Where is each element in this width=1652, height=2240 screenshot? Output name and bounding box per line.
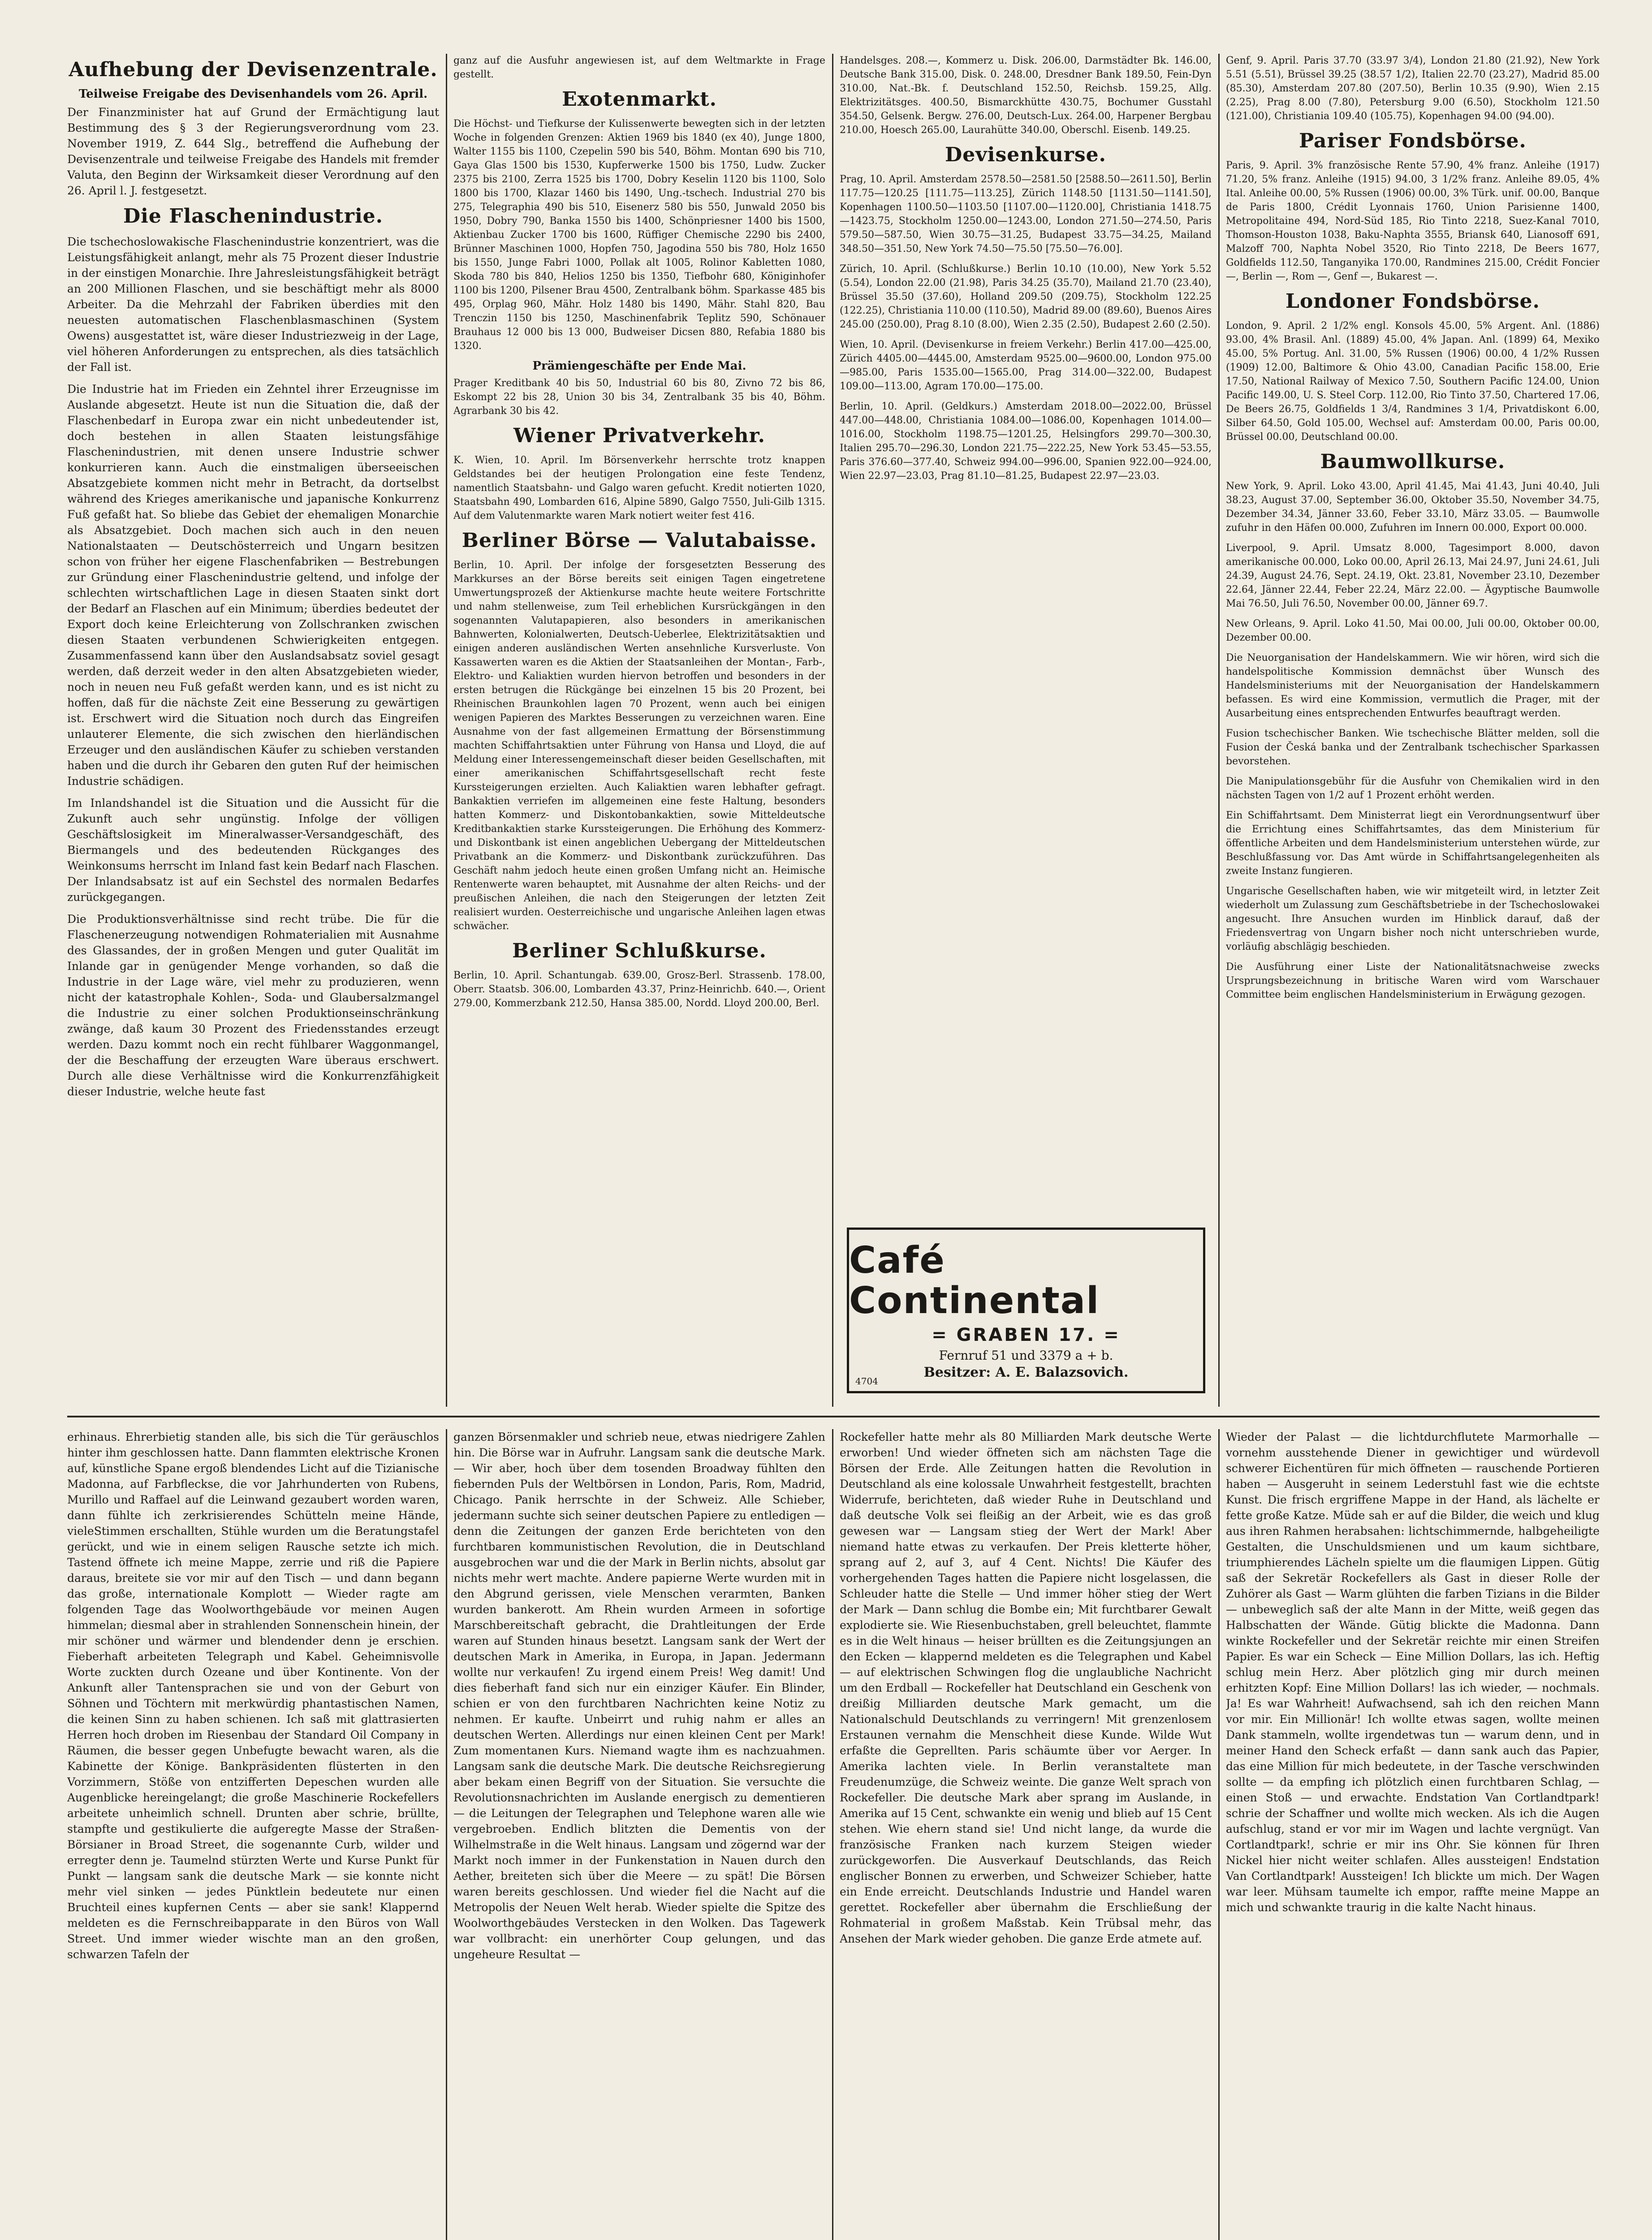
ad-cafe-code: 4704 — [855, 1376, 878, 1387]
feuilleton-text-2: ganzen Börsenmakler und schrieb neue, etwas niedrigere Zahlen hin. Die Börse war in Aufruhr. Langsam sank die deutsche Mark. — Wir aber, hoch über dem tosenden Broadway fühlten den fiebernden Puls der Weltbörsen in London, Paris, Rom, Madrid, Chicago. Panik herrschte in der Schweiz. Alle Schieber, jedermann suchte sich seiner deutschen Papiere zu entledigen — denn die Zeitungen der ganzen Erde berichteten von den furchtbaren kommunistischen Revolution, die in Deutschland ausgebrochen war und die der Mark in Berlin nichts, absolut gar nichts mehr wert machte. Andere papierne Werte wurden mit in den Abgrund gerissen, viele Menschen verarmten, Banken wurden bankerott. Am Rhein wurden Armeen in sofortige Marschbereitschaft gebracht, die Drahtleitungen der Erde waren auf Stunden hinaus besetzt. Langsam sank der Wert der deutschen Mark in Amerika, in Europa, in Japan. Jedermann wollte nur verkaufen! Zu irgend einem Preis! Weg damit! Und dies fieberhaft fand sich nur ein einziger Käufer. Ein Blinder, schien er von den furchtbaren Nachrichten keine Notiz zu nehmen. Er kaufte. Unbeirrt und ruhig nahm er alles an deutschen Werten. Allerdings nur einen kleinen Cent per Mark! Zum momentanen Kurs. Niemand wagte ihm es nachzuahmen. Langsam sank die deutsche Mark. Die deutsche Reichsregierung aber bekam einen Begriff von der Situation. Sie versuchte die Revolutionsnachrichten im Auslande energisch zu dementieren — die Leitungen der Telegraphen und Telephone waren alle wie vergebroeben. Endlich blitzten die Dementis von der Wilhelmstraße in die Welt hinaus. Langsam und zögernd war der Markt noch immer in der Funkenstation in Nauen durch den Aether, breiteten sich über die Meere — zu spät! Die Börsen waren bereits geschlossen. Und wieder fiel die Nacht auf die Metropolis der Neuen Welt herab. Wieder spielte die Spitze des Woolworthgebäudes Verstecken in den Wolken. Das Tagewerk war vollbracht: ein unerhörter Coup gelungen, und das ungeheure Resultat — — [453, 1430, 825, 1961]
article-ausfuhr: Die Ausführung einer Liste der Nationalitätsnachweise zwecks Ursprungsbezeichnung in britische Waren wird vom Warschauer Committee beim englischen Handelsministerium in Erwägung gezogen. — [1226, 961, 1600, 1000]
article-baumwolle-liverpool: Liverpool, 9. April. Umsatz 8.000, Tagesimport 8.000, davon amerikanische 00.000, Loko 00.00, April 26.13, Mai 24.97, Juni 24.61, Juli 24.39, August 24.76, Sept. 24.19, Okt. 23.81, November 23.10, Dezember 22.64, Jänner 22.44, Feber 22.24, März 22.00. — Ägyptische Baumwolle Mai 76.50, Juli 76.50, November 00.00, Jänner 69.7. — [1226, 543, 1600, 609]
headline-berliner-schlusskurse: Berliner Schlußkurse. — [512, 939, 767, 962]
column-rule — [446, 1429, 447, 2240]
article-schiffahrtsamt: Ein Schiffahrtsamt. Dem Ministerrat liegt ein Verordnungsentwurf über die Errichtung eines Schiffahrtsamtes, das dem Ministerium für öffentliche Arbeiten und dem Handelsministerium unterstehen würde, zur Beschlußfassung vor. Das Amt würde in Schiffahrtsangelegenheiten als zweite Instanz fungieren. — [1226, 810, 1600, 877]
upper-column-2 — [453, 54, 825, 1398]
article-wiener-privatverkehr: K. Wien, 10. April. Im Börsenverkehr herrschte trotz knappen Geldstandes bei der heutigen Prolongation eine feste Tendenz, namentlich Staatsbahn- und Galgo waren gefucht. Kredit notierten 1020, Staatsbahn 490, Lombarden 616, Alpine 5890, Galgo 7550, Juli-Gilb 1315. Auf dem Valutenmarkte waren Mark notiert weiter fest 416. — [453, 455, 825, 521]
ad-cafe-owner: Besitzer: A. E. Balazsovich. — [923, 1365, 1129, 1380]
feuilleton-text-3: Rockefeller hatte mehr als 80 Milliarden Mark deutsche Werte erworben! Und wieder öffneten sich am nächsten Tage die Börsen der Erde. Alle Zeitungen hatten die Revolution in Deutschland als eine kolossale Unwahrheit festgestellt, brachten Widerrufe, berichteten, daß wieder Ruhe in Deutschland und daß deutsche Volk sei fleißig an der Arbeit, wie es das groß gewesen war — Langsam stieg der Wert der Mark! Aber niemand hatte etwas zu verkaufen. Der Preis kletterte höher, sprang auf 2, auf 3, auf 4 Cent. Nichts! Die Käufer des vorhergehenden Tages hatten die Papiere nicht losgelassen, die Schleuder hatte die Stelle — Und immer höher stieg der Wert der Mark — Dann schlug die Bombe ein; Mit furchtbarer Gewalt explodierte sie. Wie Riesenbuchstaben, grell beleuchtet, flammte es in die Welt hinaus — heiser brüllten es die Zeitungsjungen an den Ecken — klappernd meldeten es die Telegraphen und Kabel — auf elektrischen Schwingen flog die unglaubliche Nachricht um den Erdball — Rockefeller hat Deutschland ein Geschenk von dreißig Milliarden deutsche Mark gemacht, um die Nationalschuld Deutschlands zu verringern! Mit grenzenlosem Erstaunen vernahm die Menschheit diese Kunde. Wilde Wut erfaßte die Geprellten. Paris schäumte über vor Aerger. In Amerika lachten viele. In Berlin veranstaltete man Freudenumzüge, die Schweiz weinte. Die ganze Welt sprach von Rockefeller. Die deutsche Mark aber sprang im Auslande, in Amerika auf 15 Cent, schwankte ein wenig und blieb auf 15 Cent stehen. Wie ehern stand sie! Und nicht lange, da wurde die französische Franken nach kurzem Steigen wieder zurückgeworfen. Die Ausverkauf Deutschlands, das Reich englischer Bonnen zu erwerben, und Schweizer Schieber, hatte ein Ende erreicht. Deutschlands Industrie und Handel waren gerettet. Rockefeller aber übernahm die Erschließung der Rohmaterial in großem Maßstab. Kein Trübsal mehr, das Ansehen der Mark wieder gehoben. Die ganze Erde atmete auf. — [840, 1430, 1212, 1945]
headline-berliner-boerse: Berliner Börse — Valutabaisse. — [462, 529, 817, 552]
headline-pariser-fondsboerse: Pariser Fondsbörse. — [1299, 129, 1527, 152]
article-devisen-prag: Prag, 10. April. Amsterdam 2578.50—2581.50 [2588.50—2611.50], Berlin 117.75—120.25 [111.75—113.25], Zürich 1148.50 [1131.50—1141.50], Kopenhagen 1100.50—1103.50 [1107.00—1120.00], Christiania 1418.75—1423.75, Stockholm 1250.00—1243.00, London 271.50—274.50, Paris 579.50—587.50, Wien 30.75—31.25, Budapest 33.75—34.25, Mailand 348.50—351.50, New York 74.50—75.50 [75.50—76.00]. — [840, 174, 1212, 254]
article-devisen-wien: Wien, 10. April. (Devisenkurse in freiem Verkehr.) Berlin 417.00—425.00, Zürich 4405.00—4445.00, Amsterdam 9525.00—9600.00, London 975.00—985.00, Paris 1535.00—1565.00, Prag 314.00—322.00, Budapest 109.00—113.00, Agram 170.00—175.00. — [840, 339, 1212, 392]
article-berliner-schlusskurse: Berlin, 10. April. Schantungab. 639.00, Grosz-Berl. Strassenb. 178.00, Oberr. Staatsb. 306.00, Lombarden 43.37, Prinz-Heinrichb. 640.—, Orient 279.00, Kommerzbank 212.50, Hansa 385.00, Nordd. Lloyd 200.00, Berl. — [453, 970, 825, 1009]
headline-wiener-privatverkehr: Wiener Privatverkehr. — [513, 424, 765, 447]
column-rule — [446, 54, 447, 1407]
feuilleton-column-2 — [453, 1429, 825, 2240]
article-berliner-boerse: Berlin, 10. April. Der infolge der forsgesetzten Besserung des Markkurses an der Börse bereits seit einigen Tagen eingetretene Umwertungsprozeß der Aktienkurse machte heute weitere Fortschritte und nahm stellenweise, zum Teil erheblichen Kursrückgängen in den sogenannten Valutapapieren, also besonders in amerikanischen Bahnwerten, Kolonialwerten, Deutsch-Ueberlee, Elektrizitätsaktien und einigen anderen ausländischen Werten ansehnliche Kursverluste. Von Kassawerten waren es die Aktien der Staatsanleihen der Montan-, Farb-, Elektro- und Kaliaktien wurden hiervon betroffen und besonders in der ersten betrugen die Rückgänge bei einzelnen 15 bis 20 Prozent, bei Rheinischen Braunkohlen lagen 70 Prozent, wenn auch bei einigen wenigen Papieren des Marktes Besserungen zu verzeichnen waren. Eine Ausnahme von der fast allgemeinen Ermattung der Börsenstimmung machten Schiffahrtsaktien unter Führung von Hansa und Lloyd, die auf Meldung einer Interessengemeinschaft dieser beiden Gesellschaften, mit einer amerikanischen Schiffahrtsgesellschaft recht feste Kurssteigerungen erzielten. Auch Kaliaktien waren lebhafter gefragt. Bankaktien verriefen im allgemeinen eine feste Haltung, besonders hatten Kommerz- und Diskontobankaktien, sowie Mitteldeutsche Kreditbankaktien starke Kurssteigerungen. Die Erhöhung des Kommerz- und Diskontbank ist einen angeblichen Uebergang der Mitteldeutschen Privatbank an die Kommerz- und Diskontbank zurückzuführen. Das Geschäft nahm jedoch heute einen großen Umfang nicht an. Heimische Rentenwerte waren behauptet, mit Ausnahme der alten Reichs- und der preußischen Anleihen, die nach den Steigerungen der letzten Zeit realisiert wurden. Oesterreichische und ungarische Anleihen lagen etwas schwächer. — [453, 560, 825, 932]
article-handelskammern: Die Neuorganisation der Handelskammern. Wie wir hören, wird sich die handelspolitische Kommission demnächst über Wunsch des Handelsministeriums mit der Neuorganisation der Handelskammern befassen. Es wird eine Kommission, vermutlich die Prager, mit der Ausarbeitung eines entsprechenden Entwurfes beauftragt werden. — [1226, 652, 1600, 719]
article-pariser-fondsboerse: Paris, 9. April. 3% französische Rente 57.90, 4% franz. Anleihe (1917) 71.20, 5% franz. Anleihe (1915) 94.00, 3 1/2% franz. Anleihe 89.05, 4% Ital. Anleihe 00.00, 5% Russen (1906) 00.00, 3% Türk. unif. 00.00, Banque de Paris 1800, Crédit Lyonnais 1760, Union Parisienne 1400, Metropolitaine 494, Nord-Süd 185, Rio Tinto 2218, Suez-Kanal 7010, Thomson-Houston 1038, Baku-Naphta 3555, Briansk 640, Lianosoff 691, Malzoff 700, Naphta Nobel 3520, Rio Tinto 2218, De Beers 1677, Goldfields 112.50, Tanganyika 170.00, Randmines 215.00, Crédit Foncier —, Berlin —, Rom —, Genf —, Bukarest —. — [1226, 160, 1600, 282]
ad-cafe-phone: Fernruf 51 und 3379 a + b. — [939, 1348, 1113, 1363]
column-rule — [1218, 54, 1220, 1407]
column-rule — [832, 54, 833, 1407]
ad-cafe-name: Café Continental — [849, 1239, 1100, 1322]
article-bankenfusion: Fusion tschechischer Banken. Wie tschechische Blätter melden, soll die Fusion der Česká banka und der Zentralbank tschechischer Sparkassen bevorstehen. — [1226, 728, 1600, 767]
headline-londoner-fondsboerse: Londoner Fondsbörse. — [1285, 290, 1540, 313]
article-baumwolle-newyork: New York, 9. April. Loko 43.00, April 41.45, Mai 41.43, Juni 40.40, Juli 38.23, August 37.00, September 36.00, Oktober 35.50, November 34.75, Dezember 34.34, Jänner 33.60, Feber 33.10, März 33.05. — Baumwolle zufuhr in den Häfen 00.000, Zufuhren im Innern 00.000, Export 00.000. — [1226, 481, 1600, 534]
newspaper-page — [67, 54, 1600, 2240]
upper-column-1 — [67, 54, 439, 1398]
ad-cafe-address: = GRABEN 17. = — [932, 1325, 1121, 1345]
article-devisenzentrale: Der Finanzminister hat auf Grund der Ermächtigung laut Bestimmung des § 3 der Regierungsverordnung vom 23. November 1919, Z. 644 Slg., betreffend die Aufhebung der Devisenzentrale und teilweise Freigabe des Handels mit fremder Valuta, den Beginn der Wirksamkeit dieser Verordnung auf den 26. April l. J. festgesetzt. — [67, 106, 439, 197]
headline-exotenmarkt: Exotenmarkt. — [562, 88, 717, 111]
subheadline-devisenzentrale: Teilweise Freigabe des Devisenhandels vom 26. April. — [78, 87, 428, 101]
article-devisen-zuerich: Zürich, 10. April. (Schlußkurse.) Berlin 10.10 (10.00), New York 5.52 (5.54), London 22.00 (21.98), Paris 34.25 (35.70), Mailand 21.70 (23.40), Brüssel 35.50 (37.60), Holland 209.50 (209.75), Stockholm 122.25 (122.25), Christiania 110.00 (110.50), Madrid 89.00 (89.60), Buenos Aires 245.00 (250.00), Prag 8.10 (8.00), Wien 2.35 (2.50), Budapest 2.60 (2.50). — [840, 263, 1212, 330]
article-flaschen-4: Die Produktionsverhältnisse sind recht trübe. Die für die Flaschenerzeugung notwendigen Rohmaterialien mit Ausnahme des Glassandes, der in großen Mengen und guter Qualität im Inlande gar in genügender Menge vorhanden, so daß die Industrie in der Lage wäre, viel mehr zu produzieren, wenn nicht der katastrophale Kohlen-, Soda- und Glaubersalzmangel die Industrie zu einer solchen Produktionseinschränkung zwänge, daß kaum 30 Prozent des Friedensstandes erzeugt werden. Dazu kommt noch ein recht fühlbarer Waggonmangel, der die Beschaffung der erzeugten Ware überaus erschwert. Durch alle diese Verhältnisse wird die Konkurrenzfähigkeit dieser Industrie, welche heute fast — [67, 913, 439, 1098]
upper-column-3 — [840, 54, 1212, 1210]
headline-flaschenindustrie: Die Flaschenindustrie. — [123, 205, 383, 228]
feuilleton-column-1 — [67, 1429, 439, 2240]
headline-devisenzentrale: Aufhebung der Devisenzentrale. — [69, 58, 438, 81]
article-flaschen-end: ganz auf die Ausfuhr angewiesen ist, auf dem Weltmarkte in Frage gestellt. — [453, 55, 825, 80]
article-flaschen-1: Die tschechoslowakische Flaschenindustrie konzentriert, was die Leistungsfähigkeit anlangt, mehr als 75 Prozent dieser Industrie in der einstigen Monarchie. Ihre Jahresleistungsfähigkeit beträgt an 200 Millionen Flaschen, und sie beschäftigt mehr als 8000 Arbeiter. Da die Mehrzahl der Fabriken überdies mit den neuesten automatischen Flaschenblasmaschinen (System Owens) ausgestattet ist, wäre dieser Industriezweig in der Lage, viel höheren Anforderungen zu entsprechen, als dies tatsächlich der Fall ist. — [67, 235, 439, 374]
feuilleton-column-4 — [1226, 1429, 1600, 2240]
column-rule — [832, 1429, 833, 2240]
article-genf: Genf, 9. April. Paris 37.70 (33.97 3/4), London 21.80 (21.92), New York 5.51 (5.51), Brüssel 39.25 (38.57 1/2), Italien 22.70 (23.27), Madrid 85.00 (85.30), Amsterdam 207.80 (207.50), Berlin 10.35 (9.90), Wien 2.15 (2.25), Prag 8.00 (7.80), Petersburg 9.00 (6.50), Stockholm 121.50 (121.00), Christiania 109.40 (105.75), Kopenhagen 94.00 (94.00). — [1226, 55, 1600, 122]
headline-praemien: Prämiengeschäfte per Ende Mai. — [532, 359, 746, 373]
article-devisen-berlin: Berlin, 10. April. (Geldkurs.) Amsterdam 2018.00—2022.00, Brüssel 447.00—448.00, Christiania 1084.00—1086.00, Kopenhagen 1014.00—1016.00, Stockholm 1198.75—1201.25, Helsingfors 299.70—300.30, Italien 295.70—296.30, London 221.75—222.25, New York 53.45—53.55, Paris 376.60—377.40, Schweiz 994.00—996.00, Spanien 922.00—924.00, Wien 22.97—23.03, Prag 81.10—81.25, Budapest 22.97—23.03. — [840, 401, 1212, 482]
headline-devisenkurse: Devisenkurse. — [945, 143, 1106, 166]
feuilleton-text-1: erhinaus. Ehrerbietig standen alle, bis sich die Tür geräuschlos hinter ihm geschlossen hatte. Dann flammten elektrische Kronen auf, künstliche Spane ergoß blendendes Licht auf die Tizianische Madonna, auf Farbfleckse, die vor Jahrhunderten von Rubens, Murillo und Raffael auf die Leinwand gezaubert worden waren, dann fühlte ich zerkrisierendes Schütteln meine Hände, vieleStimmen erschallten, Stühle wurden um die Beratungstafel gerückt, und wie in einem seligen Rausche setzte ich mich. Tastend öffnete ich meine Mappe, zerrie und riß die Papiere daraus, breitete sie vor mir auf den Tisch — und dann begann das große, internationale Komplott — Wieder ragte am folgenden Tage das Woolworthgebäude vor meinen Augen himmelan; diesmal aber in strahlenden Sonnenschein hinein, der mir schöner und wärmer und blendender denn je erschien. Fieberhaft arbeiteten Telegraph und Kabel. Geheimnisvolle Worte zuckten durch Ozeane und über Kontinente. Von der Ankunft aller Tantensprachen sie und von der Geburt von Söhnen und Töchtern mit merkwürdig phantastischen Namen, die keinen Sinn zu haben schienen. Ich saß mit glattrasierten Herren hoch droben im Riesenbau der Standard Oil Company in Räumen, die besser gegen Unbefugte bewacht waren, als die Kabinette der Könige. Bankpräsidenten flüsterten in den Vorzimmern, Stöße von entzifferten Depeschen wurden alle Augenblicke hereingelangt; die große Maschinerie Rockefellers arbeitete unheimlich schnell. Drunten aber schrie, brüllte, stampfte und gestikulierte die aufgeregte Masse der Straßen-Börsianer in Broad Street, die sogenannte Curb, wilder und erregter denn je. Taumelnd stürzten Werte und Kurse Punkt für Punkt — langsam sank die deutsche Mark — sie konnte nicht mehr viel sinken — jedes Pünktlein bedeutete nur einen Bruchteil eines kupfernen Cents — aber sie sank! Klappernd meldeten es die Fernschreibapparate in den Büros von Wall Street. Und immer wieder wischte man an den großen, schwarzen Tafeln der — [67, 1430, 439, 1961]
upper-column-4 — [1226, 54, 1600, 1398]
article-flaschen-3: Im Inlandshandel ist die Situation und die Aussicht für die Zukunft auch sehr ungünstig. Infolge der völligen Geschäftslosigkeit im Mineralwasser-Versandgeschäft, des Biermangels und des bedeutenden Rückganges des Weinkonsums herrscht im Inland fast kein Bedarf nach Flaschen. Der Inlandsabsatz ist auf ein Sechstel des normalen Bedarfes zurückgegangen. — [67, 797, 439, 904]
article-londoner-fondsboerse: London, 9. April. 2 1/2% engl. Konsols 45.00, 5% Argent. Anl. (1886) 93.00, 4% Brasil. Anl. (1889) 45.00, 4% Japan. Anl. (1899) 64, Mexiko 45.00, 5% Portug. Anl. 31.00, 5% Russen (1906) 00.00, 4 1/2% Russen (1909) 12.00, Baltimore & Ohio 43.00, Canadian Pacific 158.00, Erie 17.50, National Railway of Mexico 7.50, Southern Pacific 124.00, Union Pacific 149.00, U. S. Steel Corp. 112.00, Rio Tinto 37.50, Chartered 17.06, De Beers 26.75, Goldfields 1 3/4, Randmines 3 1/4, Privatdiskont 6.00, Silber 64.50, Gold 105.00, Wechsel auf: Amsterdam 00.00, Paris 00.00, Brüssel 00.00, Deutschland 00.00. — [1226, 320, 1600, 443]
feuilleton-text-4: Wieder der Palast — die lichtdurchflutete Marmorhalle — vornehm ausstehende Diener in gewichtiger und würdevoll schwerer Eichentüren für mich öffneten — rauschende Portieren haben — Ausgeruht in seinem Lederstuhl fast wie die echtste Kunst. Die frisch ergriffene Mappe in der Hand, als lächelte er fette große Katze. Müde sah er auf die Bilder, die weich und klug aus ihren Rahmen herabsahen: lichtschimmernde, halbgeheiligte Gestalten, die Unschuldsmienen und um kaum sichtbare, triumphierendes Lächeln spielte um die flaumigen Lippen. Gütig saß der Sekretär Rockefellers als Gast in dieser Rolle der Zuhörer als Gast — Warm glühten die farben Tizians in die Bilder — unbeweglich saß der alte Mann in der Mitte, weiß gegen das Halbschatten der Wände. Gütig blickte die Madonna. Dann winkte Rockefeller und der Sekretär reichte mir einen Streifen Papier. Es war ein Scheck — Eine Million Dollars, las ich. Heftig schlug mein Herz. Aber plötzlich ging mir durch meinen erhitzten Kopf: Eine Million Dollars! las ich wieder, — nochmals. Ja! Es war Wahrheit! Aufwachsend, sah ich den reichen Mann vor mir. Ein Millionär! Ich wollte etwas sagen, wollte meinen Dank stammeln, wollte irgendetwas tun — warum denn, und in meiner Hand den Scheck erfaßt — dann sank auch das Papier, das eine Million für mich bedeutete, in der Tasche verschwinden sollte — da empfing ich plötzlich einen furchtbaren Schlag, — einen Stoß — und erwachte. Endstation Van Cortlandtpark! schrie der Schaffner und wollte mich wecken. Als ich die Augen aufschlug, stand er vor mir im Wagen und lachte vergnügt. Van Cortlandtpark!, schrie er mir ins Ohr. Sie können für Ihren Nickel hier nicht weiter schlafen. Alles aussteigen! Endstation Van Cortlandtpark! Aussteigen! Ich blickte um mich. Der Wagen war leer. Mühsam taumelte ich empor, raffte meine Mappe an mich und schwankte traurig in die kalte Nacht hinaus. — [1226, 1430, 1600, 1914]
article-ungarische-gesellschaften: Ungarische Gesellschaften haben, wie wir mitgeteilt wird, in letzter Zeit wiederholt um Zulassung zum Geschäftsbetriebe in der Tschechoslowakei angesucht. Ihre Ansuchen wurden im Hinblick darauf, daß der Friedensvertrag von Ungarn bisher noch nicht unterschrieben wurde, vorläufig abschlägig beschieden. — [1226, 886, 1600, 952]
feuilleton-column-3 — [840, 1429, 1212, 2240]
column-rule — [1218, 1429, 1220, 2240]
advertisement-cafe-continental — [847, 1228, 1205, 1393]
article-exotenmarkt: Die Höchst- und Tiefkurse der Kulissenwerte bewegten sich in der letzten Woche in folgenden Grenzen: Aktien 1969 bis 1840 (ex 40), Junge 1800, Walter 1155 bis 1100, Czepelin 590 bis 540, Böhm. Montan 690 bis 710, Gaya Glas 1500 bis 1530, Kupferwerke 1500 bis 1750, Ludw. Zucker 2375 bis 2100, Zerra 1525 bis 1700, Dobry Keselin 1120 bis 1100, Solo 1800 bis 1700, Klazar 1460 bis 1490, Ung.-tschech. Industrial 270 bis 275, Telegraphia 490 bis 510, Eisenerz 580 bis 550, Junwald 2050 bis 1950, Dobry 790, Banka 1550 bis 1400, Schönpriesner 1400 bis 1500, Aktienbau Zucker 1700 bis 1600, Rüffiger Chemische 2290 bis 2400, Brünner Maschinen 1000, Hopfen 750, Jagodina 550 bis 780, Holz 1650 bis 1550, Junge Fabri 1000, Pollak alt 1005, Rolinor Kabletten 1080, Skoda 780 bis 840, Helios 1250 bis 1350, Tiefbohr 680, Königinhofer 1100 bis 1200, Pilsener Brau 4500, Zentralbank böhm. Sparkasse 485 bis 495, Orplag 960, Mähr. Holz 1480 bis 1490, Mähr. Stahl 820, Bau Trenczin 1150 bis 1250, Maschinenfabrik Teplitz 590, Schönauer Brauhaus 12 000 bis 13 000, Budweiser Dicsen 880, Refabia 1880 bis 1320. — [453, 118, 825, 352]
headline-baumwollkurse: Baumwollkurse. — [1320, 450, 1505, 473]
article-flaschen-2: Die Industrie hat im Frieden ein Zehntel ihrer Erzeugnisse im Auslande abgesetzt. Heute ist nun die Situation die, daß der Flaschenbedarf in Europa zwar ein nicht unbedeutender ist, doch bestehen in allen Staaten leistungsfähige Flaschenindustrien, mit denen unsere Industrie schwer konkurrieren kann. Auch die einstmaligen überseeischen Absatzgebiete kommen nicht mehr in Betracht, da dortselbst während des Krieges amerikanische und japanische Konkurrenz Fuß gefaßt hat. So bliebe das Gebiet der ehemaligen Monarchie als Absatzgebiet. Doch machen sich auch in den neuen Nationalstaaten — Deutschösterreich und Ungarn besitzen schon von früher her eigene Flaschenfabriken — Bestrebungen zur Gründung einer Flaschenindustrie geltend, und infolge der schlechten wirtschaftlichen Lage in diesen Staaten sinkt dort der Bedarf an Flaschen auf ein Minimum; überdies bedeutet der Export doch keine Erleichterung von Zollschranken zwischen diesen Staaten verbundenen Schwierigkeiten entgegen. Zusammenfassend kann über den Auslandsabsatz soviel gesagt werden, daß derzeit weder in den alten Absatzgebieten wieder, noch in neuen neu Fuß gefaßt werden kann, und es ist nicht zu hoffen, daß für die nächste Zeit eine Besserung zu gewärtigen ist. Erschwert wird die Situation noch durch das Eingreifen unlauterer Elemente, die sich zwischen den hierländischen Erzeuger und den ausländischen Käufer zu schieben verstanden haben und die durch ihr Gebaren den guten Ruf der heimischen Industrie schädigen. — [67, 383, 439, 788]
article-manipulationsgebuehr: Die Manipulationsgebühr für die Ausfuhr von Chemikalien wird in den nächsten Tagen von 1/2 auf 1 Prozent erhöht werden. — [1226, 776, 1600, 801]
article-kurse-fortsetzung: Handelsges. 208.—, Kommerz u. Disk. 206.00, Darmstädter Bk. 146.00, Deutsche Bank 315.00, Disk. 0. 248.00, Dresdner Bank 189.50, Fein-Dyn 310.00, Nat.-Bk. f. Deutschland 152.50, Reichsb. 159.25, Allg. Elektrizitätsges. 400.50, Bismarckhütte 430.75, Bochumer Gusstahl 354.50, Gelsenk. Bergw. 276.00, Deutsch-Lux. 264.00, Harpener Bergbau 210.00, Hoesch 265.00, Laurahütte 340.00, Oberschl. Eisenb. 149.25. — [840, 55, 1212, 136]
feuilleton-separator — [67, 1416, 1600, 1417]
article-praemien: Prager Kreditbank 40 bis 50, Industrial 60 bis 80, Zivno 72 bis 86, Eskompt 22 bis 28, Union 30 bis 34, Zentralbank 35 bis 40, Böhm. Agrarbank 30 bis 42. — [453, 378, 825, 417]
article-baumwolle-neworleans: New Orleans, 9. April. Loko 41.50, Mai 00.00, Juli 00.00, Oktober 00.00, Dezember 00.00. — [1226, 618, 1600, 643]
